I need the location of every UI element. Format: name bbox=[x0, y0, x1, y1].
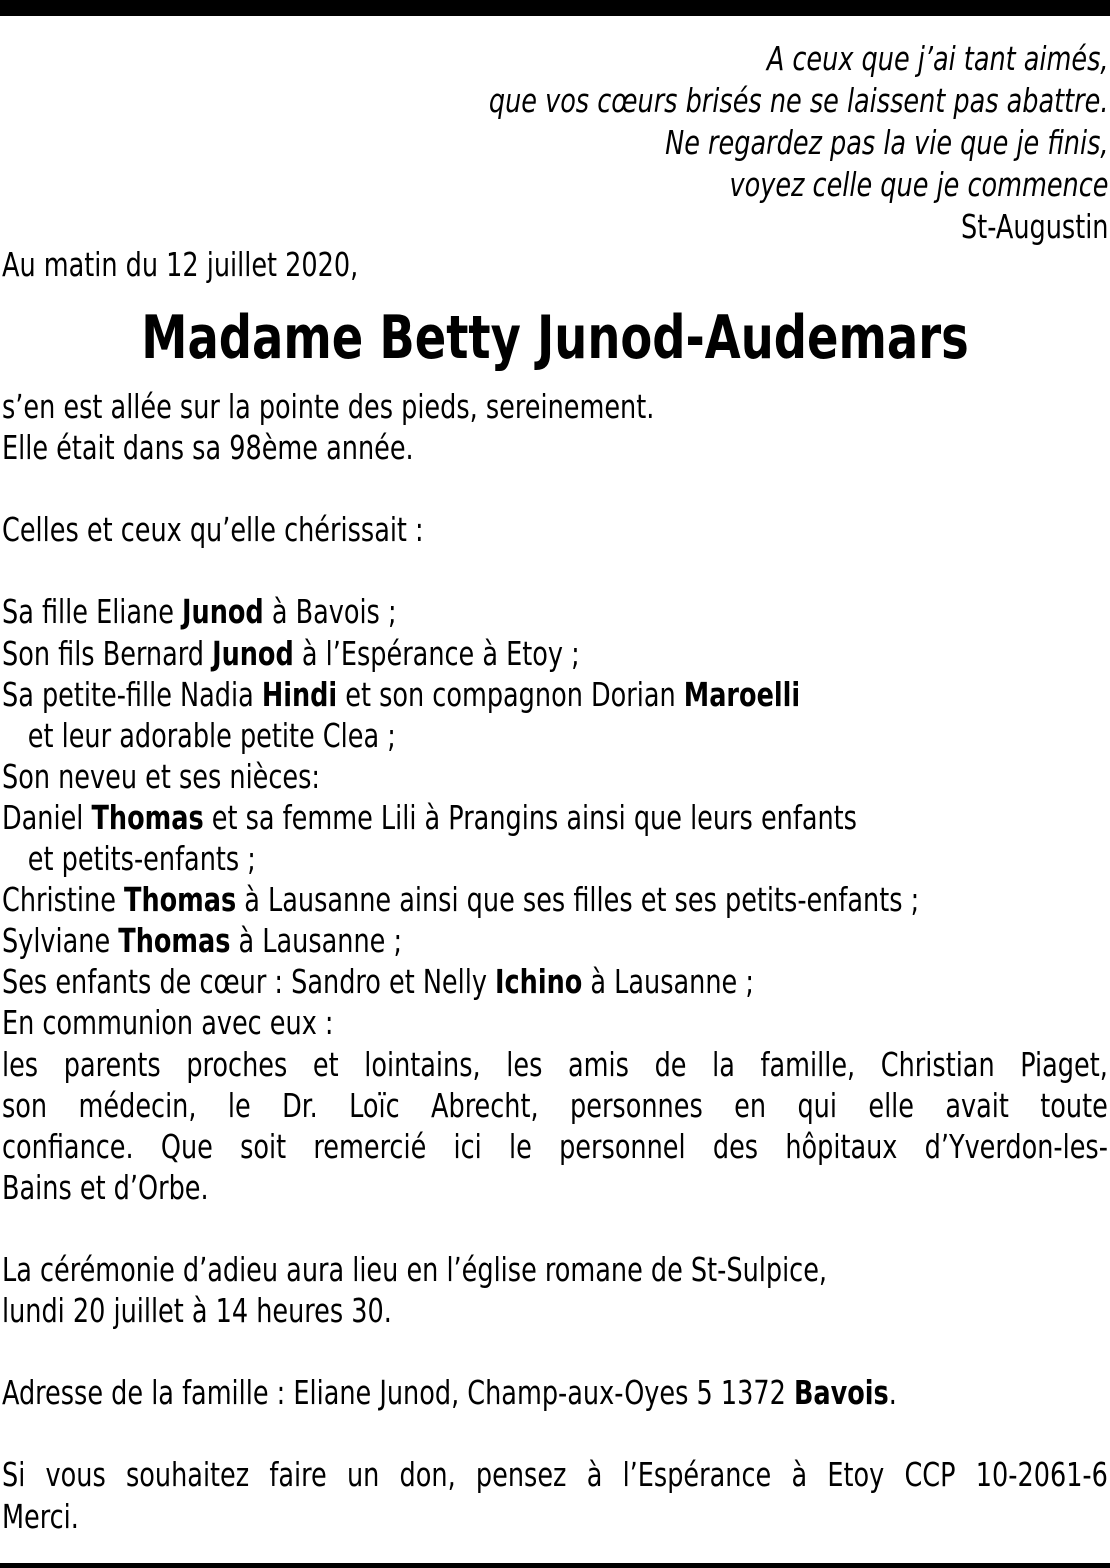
spacer bbox=[2, 468, 1108, 509]
spacer bbox=[2, 1208, 1108, 1249]
word: remercié bbox=[313, 1126, 427, 1166]
surname: Thomas bbox=[118, 921, 231, 961]
bottom-border-rule bbox=[0, 1563, 1110, 1568]
word: souhaitez bbox=[126, 1455, 250, 1495]
word: parents bbox=[63, 1044, 161, 1084]
word: elle bbox=[868, 1085, 914, 1125]
word: 10-2061-6 bbox=[975, 1455, 1108, 1495]
word: le bbox=[509, 1126, 532, 1166]
word: personnes bbox=[570, 1085, 703, 1125]
word: à bbox=[586, 1455, 603, 1495]
word: Loïc bbox=[349, 1085, 400, 1125]
word: le bbox=[227, 1085, 251, 1125]
word: l’Espérance bbox=[622, 1455, 772, 1495]
family-line-nephew-intro: Son neveu et ses nièces: bbox=[2, 756, 321, 796]
obituary-body bbox=[2, 386, 1108, 1537]
word: personnel bbox=[559, 1126, 686, 1166]
date-intro: Au matin du 12 juillet 2020, bbox=[2, 245, 359, 284]
thanks-line-2 bbox=[2, 1085, 1108, 1126]
word: qui bbox=[797, 1085, 837, 1125]
word: don, bbox=[399, 1455, 456, 1495]
deceased-name-heading: Madame Betty Junod-Audemars bbox=[141, 303, 969, 373]
word: d’Yverdon-les- bbox=[924, 1126, 1108, 1166]
spacer bbox=[2, 1331, 1108, 1372]
word: Si bbox=[2, 1455, 26, 1495]
word: et bbox=[312, 1044, 339, 1084]
surname: Thomas bbox=[91, 797, 204, 837]
family-line-daniel: Daniel Thomas et sa femme Lili à Prangins ainsi que leurs enfants bbox=[2, 797, 857, 837]
surname: Junod bbox=[182, 592, 264, 632]
word: à bbox=[791, 1455, 808, 1495]
family-line-daughter: Sa fille Eliane Junod à Bavois ; bbox=[2, 592, 397, 632]
family-line-sylviane: Sylviane Thomas à Lausanne ; bbox=[2, 921, 403, 961]
poem-line: voyez celle que je commence bbox=[728, 165, 1108, 204]
word: Piaget, bbox=[1020, 1044, 1108, 1084]
family-line-granddaughter: Sa petite-fille Nadia Hindi et son compagnon Dorian Maroelli bbox=[2, 674, 801, 714]
word: des bbox=[712, 1126, 759, 1166]
address-city: Bavois bbox=[793, 1373, 889, 1413]
word: soit bbox=[240, 1126, 287, 1166]
word: confiance. bbox=[2, 1126, 134, 1166]
spacer bbox=[2, 1413, 1108, 1454]
poem-author: St-Augustin bbox=[960, 207, 1108, 246]
surname: Junod bbox=[212, 633, 294, 673]
family-line-heart-children: Ses enfants de cœur : Sandro et Nelly Ichino à Lausanne ; bbox=[2, 962, 754, 1002]
family-line-son: Son fils Bernard Junod à l’Espérance à Etoy ; bbox=[2, 633, 580, 673]
poem-line: Ne regardez pas la vie que je finis, bbox=[664, 123, 1108, 162]
word: pensez bbox=[475, 1455, 567, 1495]
surname: Ichino bbox=[495, 962, 583, 1002]
family-line-daniel-cont: et petits-enfants ; bbox=[27, 839, 256, 879]
surname: Maroelli bbox=[683, 674, 801, 714]
spacer bbox=[2, 550, 1108, 591]
word: proches bbox=[186, 1044, 288, 1084]
word: médecin, bbox=[78, 1085, 197, 1125]
age-line: Elle était dans sa 98ème année. bbox=[2, 428, 414, 468]
word: de bbox=[654, 1044, 687, 1084]
word: hôpitaux bbox=[785, 1126, 898, 1166]
poem-line: A ceux que j’ai tant aimés, bbox=[766, 39, 1108, 78]
thanks-line-3 bbox=[2, 1126, 1108, 1167]
closing-thanks: Merci. bbox=[2, 1496, 79, 1536]
word: les bbox=[506, 1044, 543, 1084]
word: famille, bbox=[760, 1044, 856, 1084]
word: en bbox=[734, 1085, 767, 1125]
word: Christian bbox=[880, 1044, 995, 1084]
thanks-line-4: Bains et d’Orbe. bbox=[2, 1167, 209, 1207]
word: toute bbox=[1040, 1085, 1108, 1125]
word: les bbox=[2, 1044, 39, 1084]
word: avait bbox=[945, 1085, 1009, 1125]
passing-line: s’en est allée sur la pointe des pieds, sereinement. bbox=[2, 387, 655, 426]
word: Dr. bbox=[282, 1085, 318, 1125]
family-line-granddaughter-cont: et leur adorable petite Clea ; bbox=[27, 715, 396, 755]
word: Abrecht, bbox=[431, 1085, 539, 1125]
surname: Thomas bbox=[124, 880, 237, 920]
donation-line bbox=[2, 1454, 1108, 1495]
word: amis bbox=[568, 1044, 629, 1084]
top-border-rule bbox=[0, 0, 1110, 16]
ceremony-line-1: La cérémonie d’adieu aura lieu en l’église romane de St-Sulpice, bbox=[2, 1249, 828, 1289]
ceremony-line-2: lundi 20 juillet à 14 heures 30. bbox=[2, 1291, 392, 1331]
family-line-christine: Christine Thomas à Lausanne ainsi que ses filles et ses petits-enfants ; bbox=[2, 880, 920, 920]
epigraph-poem bbox=[488, 38, 1108, 248]
word: la bbox=[712, 1044, 735, 1084]
word: son bbox=[2, 1085, 48, 1125]
word: faire bbox=[269, 1455, 327, 1495]
thanks-line-1 bbox=[2, 1044, 1108, 1085]
word: Que bbox=[160, 1126, 213, 1166]
word: un bbox=[346, 1455, 380, 1495]
family-line-communion: En communion avec eux : bbox=[2, 1003, 334, 1043]
word: lointains, bbox=[364, 1044, 481, 1084]
word: Etoy bbox=[827, 1455, 885, 1495]
family-address: Adresse de la famille : Eliane Junod, Champ-aux-Oyes 5 1372 Bavois. bbox=[2, 1373, 897, 1413]
word: CCP bbox=[904, 1455, 956, 1495]
cherished-intro: Celles et ceux qu’elle chérissait : bbox=[2, 510, 424, 550]
poem-line: que vos cœurs brisés ne se laissent pas abattre. bbox=[488, 81, 1108, 120]
surname: Hindi bbox=[261, 674, 338, 714]
word: ici bbox=[453, 1126, 482, 1166]
word: vous bbox=[45, 1455, 106, 1495]
